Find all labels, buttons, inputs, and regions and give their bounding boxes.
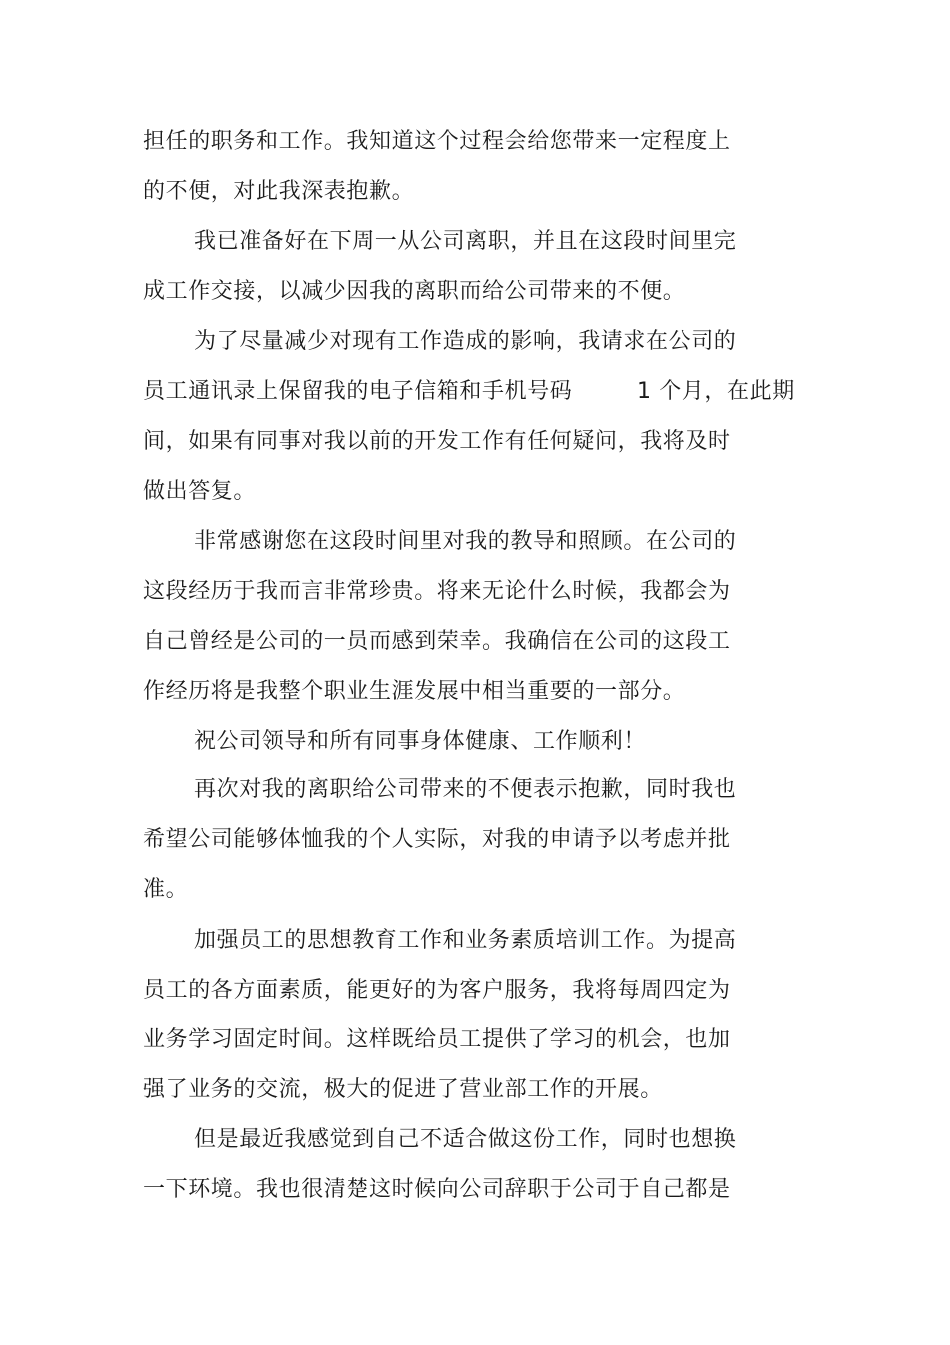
text-line: 强了业务的交流，极大的促进了营业部工作的开展。: [143, 1077, 663, 1102]
text-line: 间，如果有同事对我以前的开发工作有任何疑问，我将及时: [143, 429, 731, 454]
text-line: 自己曾经是公司的一员而感到荣幸。我确信在公司的这段工: [143, 629, 731, 654]
text-line: 担任的职务和工作。我知道这个过程会给您带来一定程度上: [143, 129, 731, 154]
text-line: 再次对我的离职给公司带来的不便表示抱歉，同时我也: [194, 777, 737, 802]
text-line: 业务学习固定时间。这样既给员工提供了学习的机会，也加: [143, 1027, 731, 1052]
text-line: 这段经历于我而言非常珍贵。将来无论什么时候，我都会为: [143, 579, 731, 604]
text-line: 希望公司能够体恤我的个人实际，对我的申请予以考虑并批: [143, 827, 731, 852]
text-line: 成工作交接，以减少因我的离职而给公司带来的不便。: [143, 279, 686, 304]
text-line: 祝公司领导和所有同事身体健康、工作顺利！: [194, 729, 647, 754]
text-line: 1 个月，在此期: [637, 379, 795, 404]
text-line: 的不便，对此我深表抱歉。: [143, 179, 415, 204]
text-line: 为了尽量减少对现有工作造成的影响，我请求在公司的: [194, 329, 737, 354]
text-line: 加强员工的思想教育工作和业务素质培训工作。为提高: [194, 928, 737, 953]
text-line: 准。: [143, 877, 189, 902]
text-line: 但是最近我感觉到自己不适合做这份工作，同时也想换: [194, 1127, 737, 1152]
text-line: 做出答复。: [143, 479, 257, 504]
text-line: 非常感谢您在这段时间里对我的教导和照顾。在公司的: [194, 529, 737, 554]
text-line: 员工的各方面素质，能更好的为客户服务，我将每周四定为: [143, 978, 731, 1003]
text-line: 我已准备好在下周一从公司离职，并且在这段时间里完: [194, 229, 737, 254]
text-line: 作经历将是我整个职业生涯发展中相当重要的一部分。: [143, 679, 686, 704]
text-line: 员工通讯录上保留我的电子信箱和手机号码: [143, 379, 573, 404]
text-line: 一下环境。我也很清楚这时候向公司辞职于公司于自己都是: [143, 1177, 731, 1202]
